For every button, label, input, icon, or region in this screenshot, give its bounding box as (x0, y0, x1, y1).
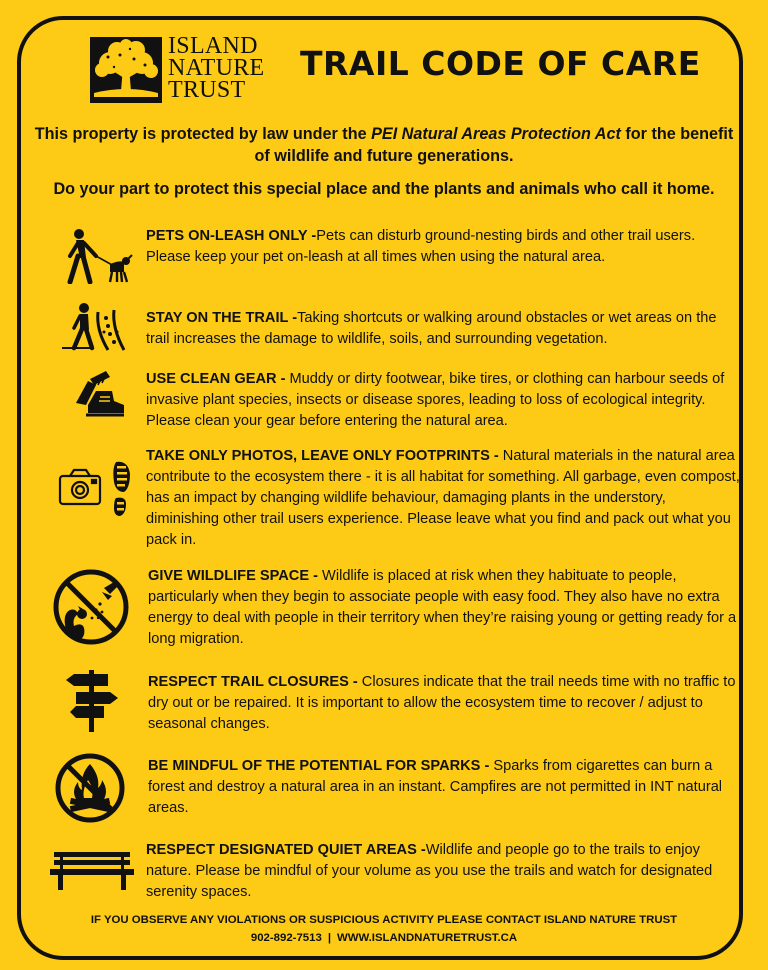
intro-text-post: for the benefit of wildlife and future generations. (254, 125, 734, 165)
intro-call-to-action: Do your part to protect this special place and the plants and animals who call it home. (53, 180, 715, 198)
code-item-text (148, 566, 740, 650)
code-item-body: Muddy or dirty footwear, bike tires, or clothing can harbour seeds of invasive plant species, insects or disease spores, leading to loss of ecological integrity. Please clean your gear before entering the natural area. (146, 371, 725, 429)
code-item-heading: PETS ON-LEASH ONLY - (146, 228, 317, 244)
boot-brush-icon (66, 369, 126, 417)
act-name: PEI Natural Areas Protection Act (371, 125, 621, 143)
logo-wordmark (168, 35, 264, 101)
code-item-body: Taking shortcuts or walking around obstacles or wet areas on the trail increases the damage to wildlife, soils, and surrounding vegetation. (146, 310, 717, 347)
intro-text-pre: This property is protected by law under the (34, 125, 372, 143)
island-nature-trust-logo (90, 33, 272, 103)
logo-word-nature: NATURE (168, 55, 265, 81)
phone-number[interactable]: 902-892-7513 (250, 932, 322, 944)
code-item-body: Sparks from cigarettes can burn a forest and destroy a natural area in an instant. Campfires are not permitted in INT natural areas. (148, 758, 723, 816)
code-item-body: Natural materials in the natural area contribute to the ecosystem there - it is all habitat for something. All garbage, even compost, has an impact by changing wildlife behaviour, damaging plants in the understory, diminishing other trail users experience. Please leave what you find and pack out what you pack in. (146, 448, 740, 548)
code-item-body: Pets can disturb ground-nesting birds and other trail users. Please keep your pet on-leash at all times when using the natural area. (146, 228, 696, 265)
code-item-text (146, 446, 740, 551)
camera-footprint-icon (58, 460, 136, 518)
footer-separator: | (327, 932, 331, 944)
code-item-heading: GIVE WILDLIFE SPACE - (148, 568, 318, 584)
signpost-icon (64, 668, 120, 732)
logo-word-trust: TRUST (168, 77, 246, 103)
code-item-body: Wildlife is placed at risk when they habituate to people, particularly when they begin to associate people with easy food. They also have no extra energy to deal with people in their territory when they’re raising young or getting ready for a long migration. (148, 568, 737, 647)
intro-law-statement (30, 123, 738, 167)
no-fire-icon (54, 752, 126, 824)
footer-contact-notice: IF YOU OBSERVE ANY VIOLATIONS OR SUSPICIOUS ACTIVITY PLEASE CONTACT ISLAND NATURE TRUST (90, 914, 678, 926)
hiker-on-trail-icon (62, 302, 126, 352)
website-link[interactable]: WWW.ISLANDNATURETRUST.CA (337, 932, 518, 944)
tree-icon (90, 37, 162, 103)
logo-word-island: ISLAND (168, 33, 258, 59)
code-item-heading: RESPECT TRAIL CLOSURES - (148, 674, 362, 690)
code-item-text (148, 672, 740, 735)
page-title: TRAIL CODE OF CARE (300, 44, 701, 83)
code-item-text (146, 369, 740, 432)
code-item-body: Wildlife and people go to the trails to enjoy nature. Please be mindful of your volume as you use the trails and watch for designated serenity spaces. (146, 842, 713, 900)
no-feeding-wildlife-icon (52, 568, 130, 646)
footer-contact-details (30, 929, 738, 947)
code-item-heading: USE CLEAN GEAR - (146, 371, 290, 387)
code-item-text (148, 756, 740, 819)
code-item-heading: TAKE ONLY PHOTOS, LEAVE ONLY FOOTPRINTS - (146, 448, 499, 464)
code-item-text (146, 840, 740, 903)
code-item-heading: STAY ON THE TRAIL - (146, 310, 298, 326)
code-item-heading: BE MINDFUL OF THE POTENTIAL FOR SPARKS - (148, 758, 490, 774)
bench-icon (50, 852, 134, 890)
code-item-body: Closures indicate that the trail needs time with no traffic to dry out or be repaired. It is important to allow the ecosystem time to recover / adjust to seasonal changes. (148, 674, 736, 732)
code-item-heading: RESPECT DESIGNATED QUIET AREAS - (146, 842, 426, 858)
code-item-text (146, 308, 740, 350)
code-item-text (146, 226, 740, 268)
dog-walker-icon (62, 228, 134, 284)
